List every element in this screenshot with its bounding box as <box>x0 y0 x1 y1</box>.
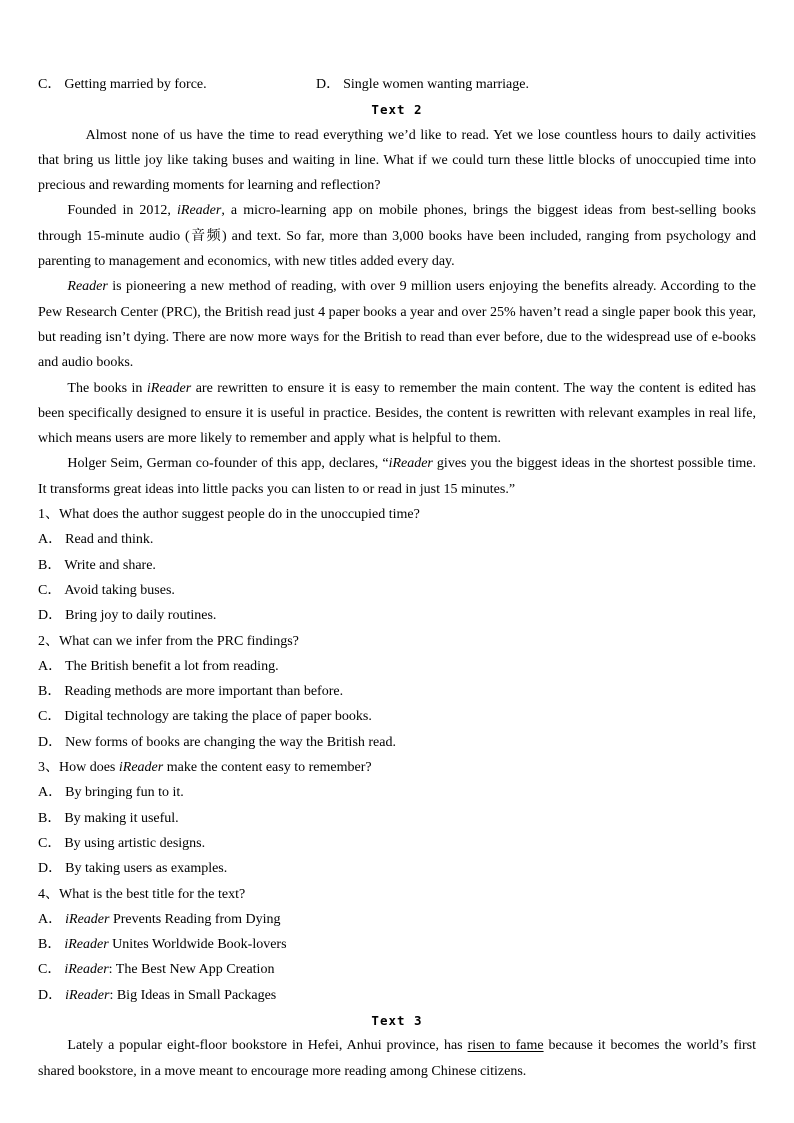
option-label: B． <box>38 937 62 953</box>
option-c <box>38 72 316 97</box>
question-option <box>38 983 756 1008</box>
option-text: The British benefit a lot from reading. <box>65 658 279 674</box>
question-stem: 1、What does the author suggest people do in the unoccupied time? <box>38 507 420 523</box>
question-option <box>38 780 756 805</box>
text2-paragraph-1: Almost none of us have the time to read everything we’d like to read. Yet we lose countless hours to daily activities that bring us little joy like taking buses and waiting in line. What if we could turn these little blocks of unoccupied time into precious and rewarding moments for learning and reflection? <box>38 127 756 194</box>
prev-question-options <box>38 72 756 97</box>
text2-paragraph-3: Reader is pioneering a new method of reading, with over 9 million users enjoying the benefits already. According to the Pew Research Center (PRC), the British read just 4 paper books a year and over 25% haven’t read a single paper book this year, but reading isn’t dying. There are now more ways for the British to read than ever before, due to the widespread use of e-books and audio books. <box>38 279 756 371</box>
option-label: A． <box>38 785 63 801</box>
question-option <box>38 578 756 603</box>
question-stem: 4、What is the best title for the text? <box>38 886 246 902</box>
option-label: C． <box>38 77 62 92</box>
option-text: iReader Prevents Reading from Dying <box>65 911 281 927</box>
question-option <box>38 603 756 628</box>
question-option <box>38 831 756 856</box>
option-label: A． <box>38 911 63 927</box>
text2-paragraph-4: The books in iReader are rewritten to ensure it is easy to remember the main content. The way the content is edited has been specifically designed to ensure it is useful in practice. Besides, the content is rewritten with relevant examples in real life, which means users are more likely to remember and apply what is helpful to them. <box>38 380 756 447</box>
option-text: Avoid taking buses. <box>64 582 175 598</box>
question-1 <box>38 502 756 628</box>
question-option <box>38 553 756 578</box>
option-label: B． <box>38 684 62 700</box>
question-option <box>38 654 756 679</box>
option-label: C． <box>38 962 62 978</box>
option-label: B． <box>38 557 62 573</box>
option-d <box>316 72 529 97</box>
option-text: By using artistic designs. <box>64 835 206 851</box>
option-label: C． <box>38 835 62 851</box>
question-option <box>38 730 756 755</box>
question-option <box>38 907 756 932</box>
question-stem: 2、What can we infer from the PRC findings? <box>38 633 299 649</box>
option-text: New forms of books are changing the way the British read. <box>65 734 396 750</box>
text3-heading: Text 3 <box>371 1012 423 1028</box>
option-label: C． <box>38 582 62 598</box>
option-text: By taking users as examples. <box>65 861 228 877</box>
text2-heading: Text 2 <box>371 102 423 118</box>
question-2 <box>38 629 756 755</box>
option-label: B． <box>38 810 62 826</box>
question-3 <box>38 755 756 881</box>
option-text: By bringing fun to it. <box>65 785 184 801</box>
option-text: Reading methods are more important than before. <box>64 684 344 700</box>
option-text: Bring joy to daily routines. <box>65 608 217 624</box>
option-label: A． <box>38 658 63 674</box>
question-option <box>38 704 756 729</box>
option-text: Single women wanting marriage. <box>343 77 529 92</box>
question-option <box>38 679 756 704</box>
option-text: Read and think. <box>65 532 154 548</box>
option-text: iReader: The Best New App Creation <box>64 962 275 978</box>
option-text: By making it useful. <box>64 810 179 826</box>
question-4 <box>38 882 756 1008</box>
option-label: D． <box>38 987 63 1003</box>
option-text: Getting married by force. <box>64 77 207 92</box>
option-label: D． <box>38 734 63 750</box>
option-text: Write and share. <box>64 557 156 573</box>
question-option <box>38 932 756 957</box>
option-label: A． <box>38 532 63 548</box>
question-stem: 3、How does iReader make the content easy to remember? <box>38 760 372 776</box>
option-label: D． <box>38 608 63 624</box>
option-label: C． <box>38 709 62 725</box>
text2-paragraph-5: Holger Seim, German co-founder of this app, declares, “iReader gives you the biggest ideas in the shortest possible time. It transforms great ideas into little packs you can listen to or read in just 15 minutes.” <box>38 456 756 497</box>
text3-paragraph-1: Lately a popular eight-floor bookstore in Hefei, Anhui province, has risen to fame because it becomes the world’s first shared bookstore, in a move meant to encourage more reading among Chinese citizens. <box>38 1038 757 1079</box>
question-option <box>38 957 756 982</box>
option-label: D． <box>38 861 63 877</box>
text2-paragraph-2: Founded in 2012, iReader, a micro-learning app on mobile phones, brings the biggest ideas from best-selling books through 15-minute audio (音频) and text. So far, more than 3,000 books have been included, ranging from psychology and parenting to management and economics, with new titles added every day. <box>38 203 756 270</box>
option-label: D． <box>316 77 341 92</box>
question-option <box>38 527 756 552</box>
option-text: iReader: Big Ideas in Small Packages <box>65 987 277 1003</box>
option-text: iReader Unites Worldwide Book-lovers <box>64 937 287 953</box>
question-option <box>38 856 756 881</box>
question-option <box>38 806 756 831</box>
option-text: Digital technology are taking the place of paper books. <box>64 709 372 725</box>
